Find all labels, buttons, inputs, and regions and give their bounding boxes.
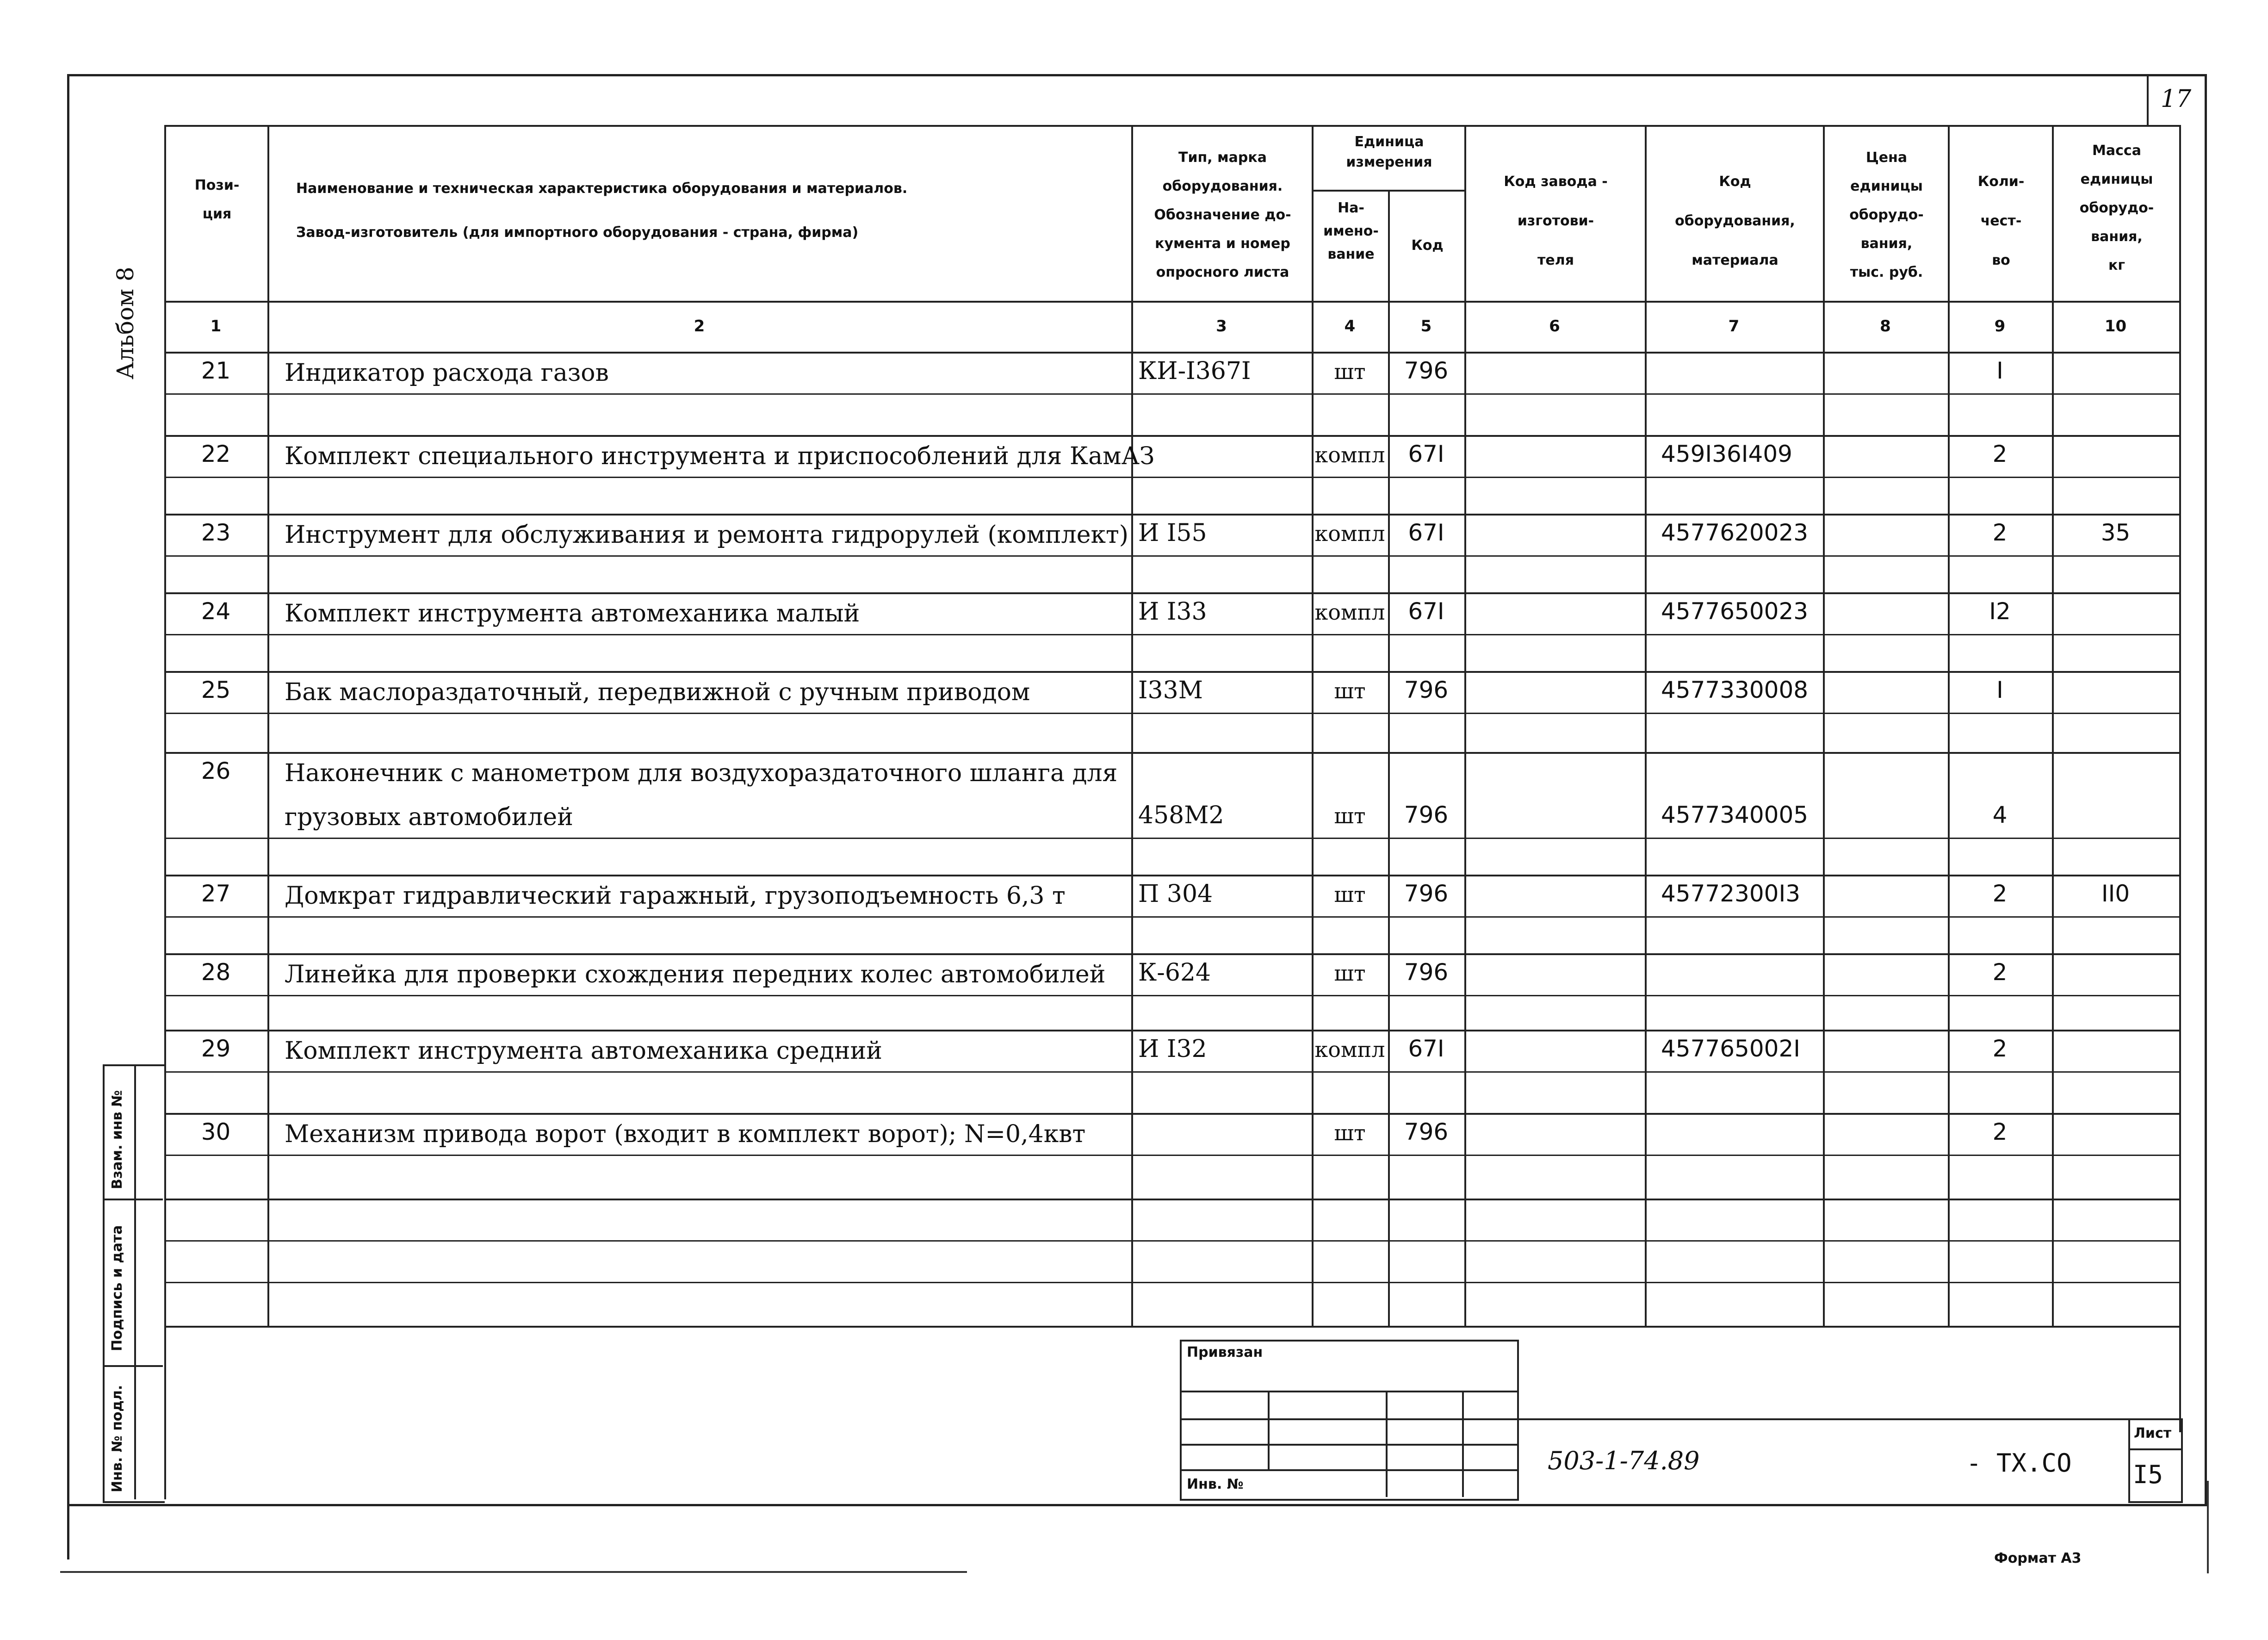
header-bottom-line [164,301,2179,303]
drawing-frame-left [67,74,69,1559]
lower-area-right [2179,1326,2181,1432]
header-unit-name: На- имено- вание [1323,200,1379,262]
row-qty: 4 [1992,801,2008,828]
row-unit: шт [1334,359,1366,384]
row-unit: шт [1334,961,1366,986]
row-unit-code: 796 [1404,677,1449,703]
bottom-right-tick [2207,1481,2209,1573]
privyazan-line-1 [1180,1391,1517,1392]
row-unit-code: 796 [1404,880,1449,907]
header-pos: Пози- ция [194,177,240,222]
format-label: Формат А3 [1994,1550,2082,1566]
row-name: Комплект специального инструмента и приспособлений для КамАЗ [285,442,1155,470]
col-line-8 [1948,125,1950,1326]
sheet-label: Лист [2134,1425,2172,1441]
row-pos: 27 [201,880,231,907]
row-bottom-line [164,435,2179,437]
row-unit: компл [1314,521,1385,546]
row-equip-code: 45772300I3 [1661,880,1801,907]
row-equip-code: 4577620023 [1661,519,1809,546]
row-unit: компл [1314,600,1385,625]
row-pos: 23 [201,519,231,546]
header-equip-code: Код оборудования, материала [1675,174,1795,268]
side-stamp-original-inv: Инв. № подл. [109,1385,125,1492]
row-mass: II0 [2101,880,2130,907]
row-pos: 22 [201,441,231,467]
row-pos: 26 [201,758,231,784]
col-line-6 [1645,125,1647,1326]
header-type: Тип, марка оборудования. Обозначение до- кумента и номер опросного листа [1154,149,1291,280]
row-qty: 2 [1992,1118,2008,1145]
privyazan-line-3 [1180,1444,1517,1446]
empty-row-line [164,1240,2179,1242]
row-unit-code: 796 [1404,1118,1449,1145]
row-mass: 35 [2101,519,2131,546]
row-subline [164,838,2179,839]
row-subline [164,555,2179,557]
document-suffix: - ТХ.СО [1966,1448,2072,1478]
row-unit: шт [1334,678,1366,703]
row-subline [164,477,2179,478]
row-type: 458М2 [1138,801,1224,829]
header-plant-code: Код завода - изготови- теля [1504,174,1608,268]
colnum-3: 3 [1216,317,1227,335]
album-label: Альбом 8 [112,267,139,379]
row-unit-code: 67I [1408,1035,1444,1062]
empty-row-line [164,1282,2179,1283]
row-qty: 2 [1992,880,2008,907]
row-qty: I [1996,677,2003,703]
row-bottom-line [164,1113,2179,1115]
col-line-7 [1823,125,1825,1326]
row-bottom-line [164,875,2179,876]
row-bottom-line [164,953,2179,955]
row-name: Инструмент для обслуживания и ремонта гидрорулей (комплект) [285,521,1129,549]
row-type: П 304 [1138,880,1213,908]
colnum-5: 5 [1420,317,1432,335]
row-bottom-line [164,592,2179,594]
row-name: Домкрат гидравлический гаражный, грузоподъемность 6,3 т [285,882,1066,910]
row-type: КИ-I367I [1138,357,1251,385]
bottom-edge-line [60,1571,967,1573]
row-bottom-line [164,671,2179,673]
row-equip-code: 4577340005 [1661,801,1809,828]
row-bottom-line [164,514,2179,516]
row-unit-code: 67I [1408,519,1444,546]
row-subline [164,916,2179,918]
row-pos: 28 [201,959,231,986]
row-pos: 29 [201,1035,231,1062]
privyazan-line-4 [1180,1469,1517,1471]
col-line-5 [1464,125,1466,1326]
page-number-box [2147,74,2149,125]
row-name: Бак маслораздаточный, передвижной с ручным приводом [285,678,1030,706]
header-unit-code: Код [1411,237,1444,254]
row-qty: 2 [1992,1035,2008,1062]
col-line-1 [267,125,269,1326]
page-number: 17 [2161,85,2192,113]
row-subline [164,1071,2179,1073]
row-unit-code: 796 [1404,357,1449,384]
colnum-9: 9 [1994,317,2006,335]
row-name-continued: грузовых автомобилей [285,803,573,831]
privyazan-vline-2 [1386,1391,1388,1497]
row-qty: 2 [1992,519,2008,546]
privyazan-vline-3 [1462,1391,1464,1497]
row-pos: 30 [201,1118,231,1145]
colnum-8: 8 [1880,317,1891,335]
document-code: 503-1-74.89 [1548,1446,1700,1475]
row-qty: I [1996,357,2003,384]
row-pos: 25 [201,677,231,703]
row-unit: шт [1334,803,1366,828]
row-unit-code: 67I [1408,598,1444,625]
row-bottom-line [164,1030,2179,1031]
row-type: И I32 [1138,1035,1207,1063]
row-subline [164,393,2179,395]
title-block-line [1515,1418,2179,1420]
row-type: К-624 [1138,959,1211,987]
side-stamp-signature-date: Подпись и дата [109,1225,125,1351]
col-line-2 [1131,125,1133,1326]
row-name: Комплект инструмента автомеханика малый [285,600,860,627]
colnum-1: 1 [210,317,222,335]
table-top-line [164,125,2179,127]
row-equip-code: 4577650023 [1661,598,1809,625]
privyazan-label: Привязан [1187,1344,1263,1360]
sheet-number: I5 [2133,1460,2163,1489]
row-qty: 2 [1992,441,2008,467]
row-bottom-line [164,752,2179,754]
row-unit: компл [1314,442,1385,467]
row-unit-code: 796 [1404,959,1449,986]
header-price: Цена единицы оборудо- вания, тыс. руб. [1849,149,1924,280]
row-unit-code: 796 [1404,801,1449,828]
table-bottom-line [164,1326,2179,1328]
privyazan-line-2 [1180,1418,1517,1420]
colnum-7: 7 [1728,317,1740,335]
row-equip-code: 459I36I409 [1661,441,1792,467]
sheet-box-line [2128,1448,2181,1450]
row-unit: компл [1314,1037,1385,1062]
col-line-10 [2179,125,2181,1326]
row-qty: I2 [1989,598,2011,625]
side-stamp-line-2 [103,1365,163,1367]
header-qty: Коли- чест- во [1977,174,2025,268]
row-pos: 24 [201,598,231,625]
colnum-10: 10 [2104,317,2127,335]
side-stamp-divider [134,1064,136,1499]
row-type: И I55 [1138,519,1207,547]
row-name: Индикатор расхода газов [285,359,609,387]
col-line-9 [2052,125,2054,1326]
header-name: Наименование и техническая характеристика оборудования и материалов. Завод-изготовитель (для импортного оборудования - страна, фирма) [296,180,908,241]
colnum-bottom-line [164,352,2179,354]
row-subline [164,713,2179,714]
empty-row-line [164,1199,2179,1200]
side-stamp-replace-inv: Взам. инв № [109,1090,125,1189]
row-name: Наконечник с манометром для воздухораздаточного шланга для [285,759,1118,787]
lower-area-left [164,1326,166,1499]
row-type: I33М [1138,677,1203,704]
row-unit: шт [1334,882,1366,907]
col-line-3 [1312,125,1314,1326]
header-mass: Масса единицы оборудо- вания, кг [2079,143,2154,273]
row-type: И I33 [1138,598,1207,626]
header-unit-group: Единица измерения [1346,134,1432,170]
row-subline [164,995,2179,996]
row-name: Комплект инструмента автомеханика средний [285,1037,882,1065]
colnum-4: 4 [1344,317,1356,335]
privyazan-vline-1 [1268,1391,1270,1469]
row-equip-code: 4577330008 [1661,677,1809,703]
colnum-6: 6 [1549,317,1560,335]
row-equip-code: 457765002I [1661,1035,1801,1062]
row-qty: 2 [1992,959,2008,986]
row-name: Механизм привода ворот (входит в комплект ворот); N=0,4квт [285,1120,1086,1148]
row-pos: 21 [201,357,231,384]
row-subline [164,1155,2179,1156]
inv-number-label: Инв. № [1187,1476,1244,1492]
row-unit: шт [1334,1120,1366,1145]
colnum-2: 2 [694,317,705,335]
side-stamp-line-1 [103,1199,163,1200]
row-subline [164,634,2179,635]
row-unit-code: 67I [1408,441,1444,467]
row-name: Линейка для проверки схождения передних колес автомобилей [285,961,1106,988]
drawing-frame [67,74,2207,1506]
